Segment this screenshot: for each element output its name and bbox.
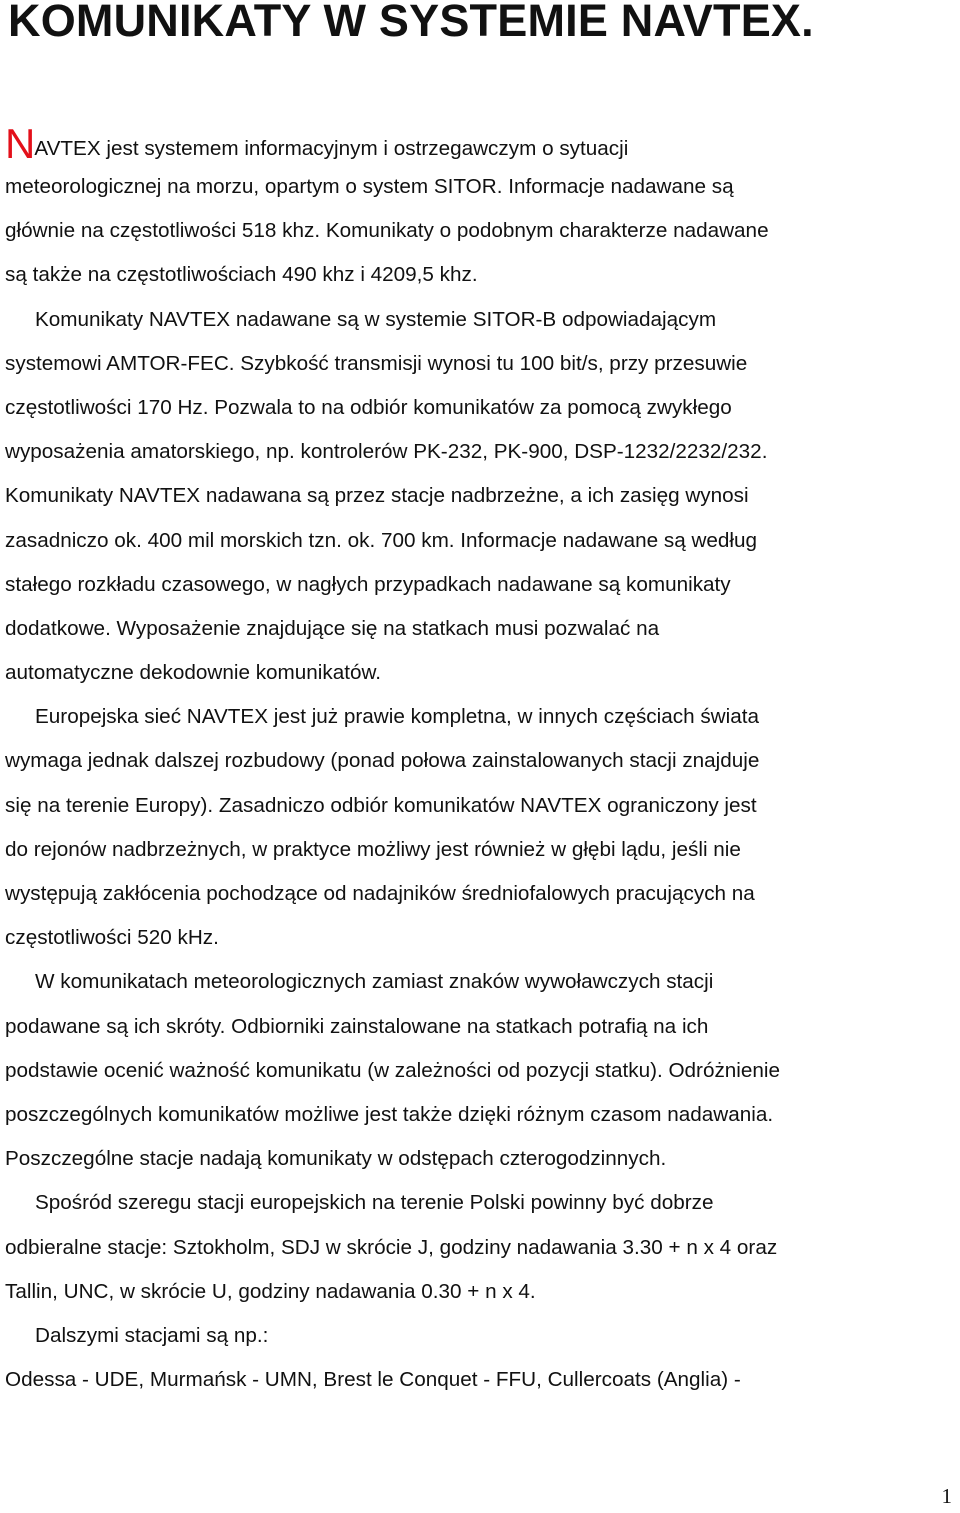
text-line-25: Spośród szeregu stacji europejskich na terenie Polski powinny być dobrze	[35, 1191, 714, 1215]
text-line-3: głównie na częstotliwości 518 khz. Komunikaty o podobnym charakterze nadawane	[5, 219, 769, 243]
text-line-13: automatyczne dekodownie komunikatów.	[5, 661, 382, 685]
text-line-12: dodatkowe. Wyposażenie znajdujące się na statkach musi pozwalać na	[5, 616, 660, 640]
text-line-6: systemowi AMTOR-FEC. Szybkość transmisji wynosi tu 100 bit/s, przy przesuwie	[5, 351, 748, 375]
text-line-2: meteorologicznej na morzu, opartym o system SITOR. Informacje nadawane są	[5, 175, 734, 198]
drop-cap-letter: N	[5, 120, 35, 167]
text-line-17: do rejonów nadbrzeżnych, w praktyce możliwy jest również w głębi lądu, jeśli nie	[5, 837, 741, 861]
text-line-23: poszczególnych komunikatów możliwe jest także dzięki różnym czasom nadawania.	[5, 1102, 774, 1126]
text-line-24: Poszczególne stacje nadają komunikaty w odstępach czterogodzinnych.	[5, 1147, 667, 1171]
text-line-22: podstawie ocenić ważność komunikatu (w zależności od pozycji statku). Odróżnienie	[5, 1058, 781, 1082]
text-line-7: częstotliwości 170 Hz. Pozwala to na odbiór komunikatów za pomocą zwykłego	[5, 395, 732, 419]
text-line-14: Europejska sieć NAVTEX jest już prawie kompletna, w innych częściach świata	[35, 705, 759, 729]
text-line-1: NAVTEX jest systemem informacyjnym i ostrzegawczym o sytuacji	[5, 120, 629, 167]
text-line-9: Komunikaty NAVTEX nadawana są przez stacje nadbrzeżne, a ich zasięg wynosi	[5, 484, 749, 508]
text-line-10: zasadniczo ok. 400 mil morskich tzn. ok. 700 km. Informacje nadawane są według	[5, 528, 758, 552]
text-line-4: są także na częstotliwościach 490 khz i 4209,5 khz.	[5, 263, 478, 287]
text-line-29: Odessa - UDE, Murmańsk - UMN, Brest le Conquet - FFU, Cullercoats (Anglia) -	[5, 1368, 741, 1392]
text-line-26: odbieralne stacje: Sztokholm, SDJ w skrócie J, godziny nadawania 3.30 + n x 4 oraz	[5, 1235, 778, 1259]
document-title: KOMUNIKATY W SYSTEMIE NAVTEX.	[8, 0, 814, 46]
text-line-18: występują zakłócenia pochodzące od nadajników średniofalowych pracujących na	[5, 882, 755, 905]
text-line-8: wyposażenia amatorskiego, np. kontrolerów PK-232, PK-900, DSP-1232/2232/232.	[5, 440, 768, 464]
text-line-19: częstotliwości 520 kHz.	[5, 926, 219, 950]
page-number: 1	[941, 1484, 952, 1508]
text-line-16: się na terenie Europy). Zasadniczo odbiór komunikatów NAVTEX ograniczony jest	[5, 793, 757, 817]
text-line-21: podawane są ich skróty. Odbiorniki zainstalowane na statkach potrafią na ich	[5, 1014, 709, 1038]
text-line-20: W komunikatach meteorologicznych zamiast znaków wywoławczych stacji	[35, 970, 714, 994]
text-line-11: stałego rozkładu czasowego, w nagłych przypadkach nadawane są komunikaty	[5, 572, 731, 596]
text-line-28: Dalszymi stacjami są np.:	[35, 1323, 269, 1347]
body-text	[5, 122, 960, 1402]
text-line-5: Komunikaty NAVTEX nadawane są w systemie SITOR-B odpowiadającym	[35, 307, 717, 331]
text-line-27: Tallin, UNC, w skrócie U, godziny nadawania 0.30 + n x 4.	[5, 1279, 536, 1303]
text-line-15: wymaga jednak dalszej rozbudowy (ponad połowa zainstalowanych stacji znajduje	[5, 749, 760, 773]
